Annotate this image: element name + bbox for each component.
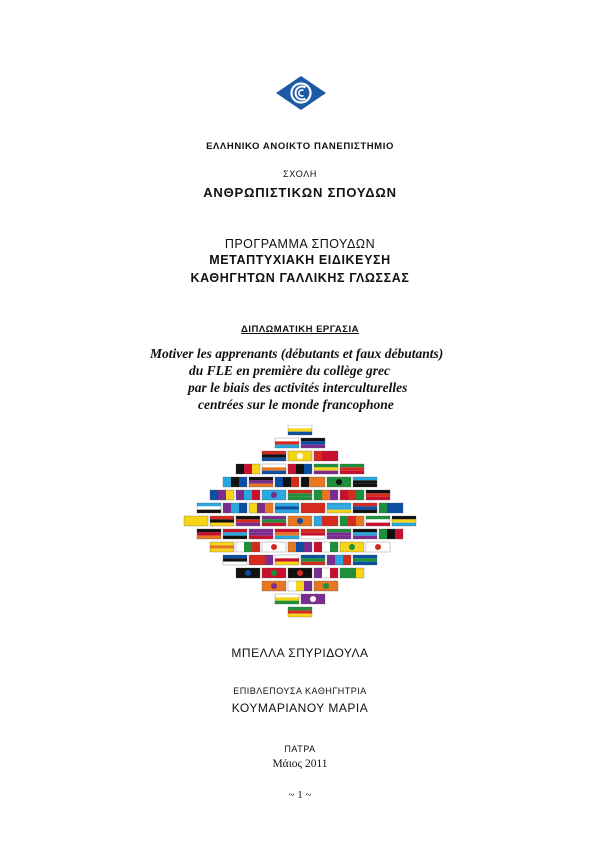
thesis-title-line2: du FLE en première du collège grec (189, 363, 390, 378)
thesis-label: ΔΙΠΛΩΜΑΤΙΚΗ ΕΡΓΑΣΙΑ (241, 324, 359, 335)
program-title-line1: ΜΕΤΑΠΤΥΧΙΑΚΗ ΕΙΔΙΚΕΥΣΗ (209, 253, 391, 267)
program-label: ΠΡΟΓΡΑΜΜΑ ΣΠΟΥΔΩΝ (224, 237, 376, 251)
supervisor-label: ΕΠΙΒΛΕΠΟΥΣΑ ΚΑΘΗΓΗΤΡΙΑ (233, 686, 367, 696)
thesis-title-line4: centrées sur le monde francophone (198, 397, 394, 412)
university-name: ΕΛΛΗΝΙΚΟ ΑΝΟΙΚΤΟ ΠΑΝΕΠΙΣΤΗΜΙΟ (206, 141, 394, 152)
school-name: ΑΝΘΡΩΠΙΣΤΙΚΩΝ ΣΠΟΥΔΩΝ (203, 185, 397, 200)
school-label: ΣΧΟΛΗ (283, 169, 317, 179)
university-logo-icon (276, 76, 326, 110)
program-title-line2: ΚΑΘΗΓΗΤΩΝ ΓΑΛΛΙΚΗΣ ΓΛΩΣΣΑΣ (190, 271, 410, 285)
author-name: ΜΠΕΛΛΑ ΣΠΥΡΙΔΟΥΛΑ (231, 646, 369, 660)
thesis-title-line1: Motiver les apprenants (débutants et faux débutants) (150, 346, 444, 361)
thesis-title-line3: par le biais des activités interculturelles (188, 380, 408, 395)
city: ΠΑΤΡΑ (284, 744, 316, 754)
date: Μάιος 2011 (272, 758, 328, 770)
francophone-flags-image (175, 425, 425, 620)
page-number: ~ 1 ~ (288, 789, 312, 801)
supervisor-name: ΚΟΥΜΑΡΙΑΝΟΥ ΜΑΡΙΑ (231, 701, 369, 715)
